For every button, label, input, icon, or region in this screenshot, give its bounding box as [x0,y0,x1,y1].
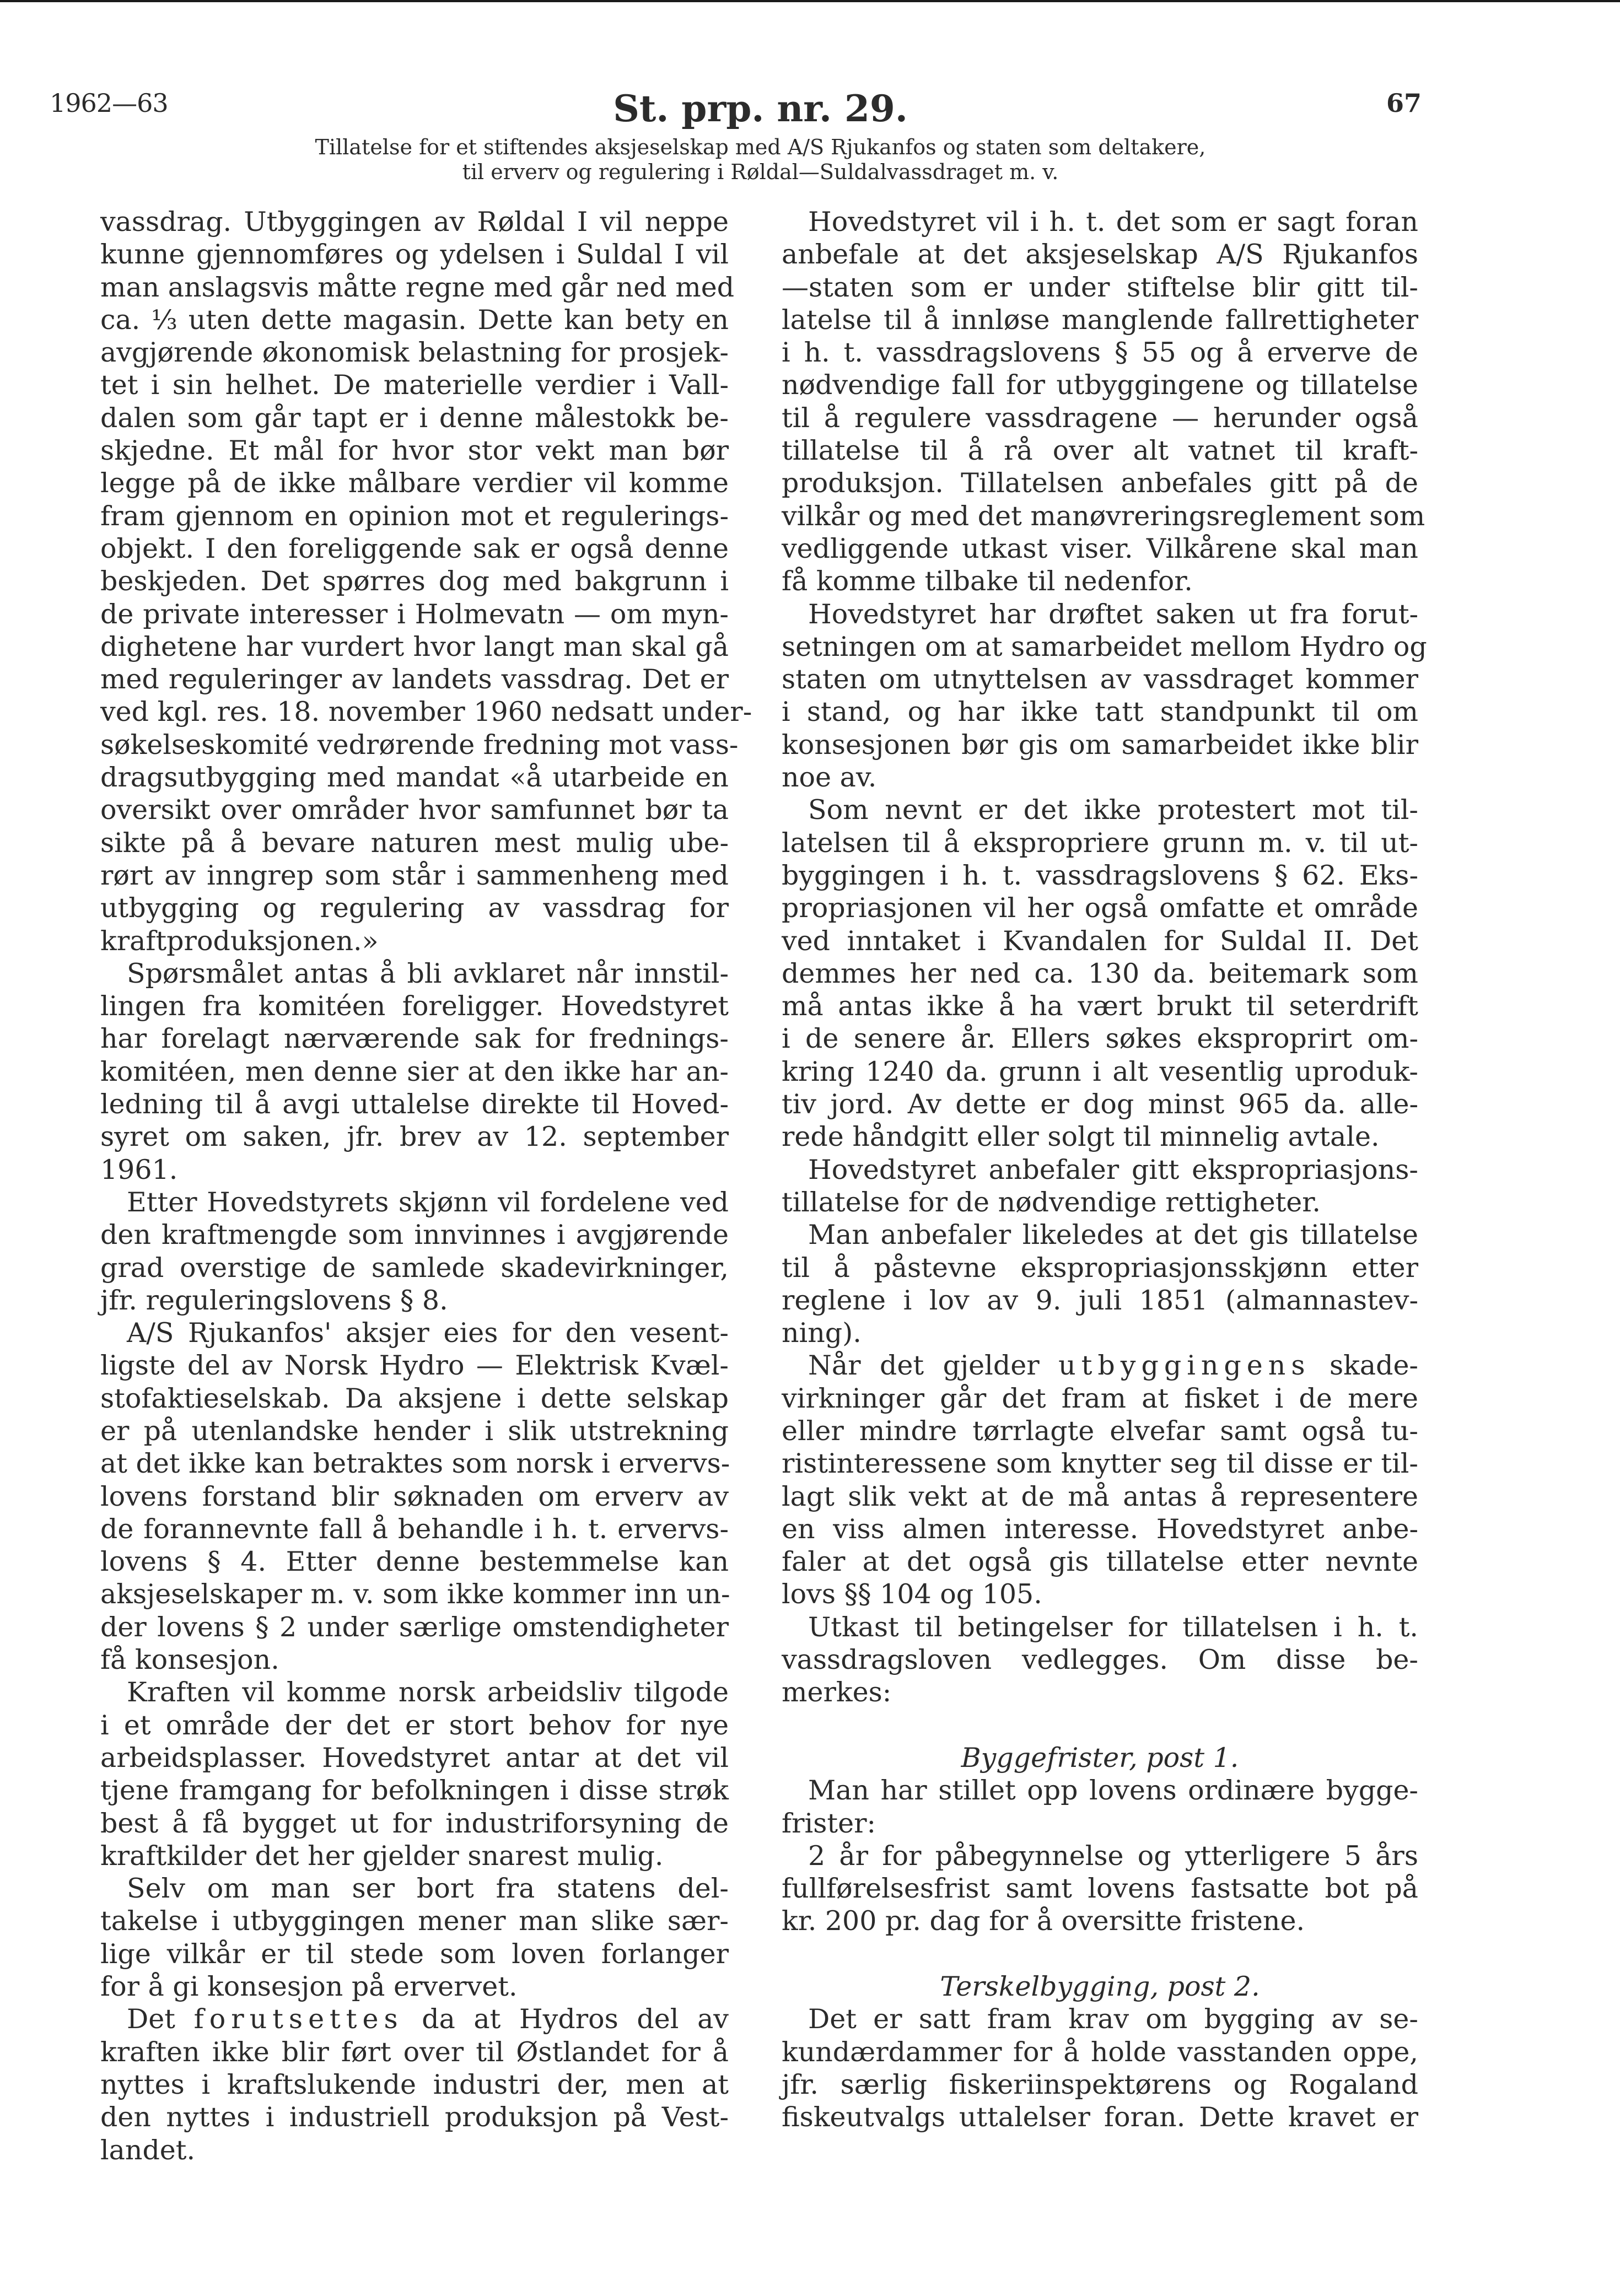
subtitle-line-2: til erverv og regulering i Røldal—Suldalvassdraget m. v. [462,160,1059,184]
text-line: byggingen i h. t. vassdragslovens § 62. Eks- [782,859,1418,891]
session-year: 1962—63 [50,88,168,118]
text-line: reglene i lov av 9. juli 1851 (almannastev- [782,1284,1418,1316]
text-line: avgjørende økonomisk belastning for prosjek- [100,337,729,369]
text-line: ristinteressene som knytter seg til disse er til- [782,1448,1418,1480]
text-line: kundærdammer for å holde vasstanden oppe, [782,2036,1418,2068]
text-line: —staten som er under stiftelse blir gitt til- [782,271,1418,303]
text-fragment: da at Hydros del av [403,2003,729,2035]
text-line: i et område der det er stort behov for nye [100,1709,729,1741]
text-fragment: Det [127,2003,194,2035]
section-heading: Byggefrister, post 1. [961,1742,1239,1774]
text-line: fram gjennom en opinion mot et regulerings- [100,500,729,532]
text-line: aksjeselskaper m. v. som ikke kommer inn un- [100,1578,730,1610]
text-line: eller mindre tørrlagte elvefar samt også tu- [782,1415,1418,1447]
scan-edge [0,0,1620,2]
text-fragment: Når det gjelder [808,1350,1059,1382]
text-line: staten om utnyttelsen av vassdraget kommer [782,664,1418,696]
text-line: takelse i utbyggingen mener man slike sær- [100,1905,729,1937]
text-line: Spørsmålet antas å bli avklaret når innstil- [127,957,729,989]
text-line: utbygging og regulering av vassdrag for [100,892,729,924]
text-line: anbefale at det aksjeselskap A/S Rjukanfos [782,239,1418,271]
text-line: i de senere år. Ellers søkes eksproprirt om- [782,1023,1418,1055]
text-line: tillatelse til å rå over alt vatnet til kraft- [782,435,1418,467]
right-column [782,206,1427,2134]
text-line: ved inntaket i Kvandalen for Suldal II. Det [782,925,1418,957]
text-line: stofaktieselskab. Da aksjene i dette selskap [100,1382,729,1414]
section-heading: Terskelbygging, post 2. [940,1971,1260,2003]
text-line: 1961. [100,1154,178,1185]
text-line: få komme tilbake til nedenfor. [782,565,1193,597]
text-line: A/S Rjukanfos' aksjer eies for den vesent- [127,1317,729,1349]
text-line: kring 1240 da. grunn i alt vesentlig uproduk- [782,1055,1418,1087]
text-line: lovs §§ 104 og 105. [782,1578,1042,1610]
text-line: tiv jord. Av dette er dog minst 965 da. alle- [782,1088,1418,1120]
text-line: den kraftmengde som innvinnes i avgjørende [100,1219,729,1251]
text-line: rede håndgitt eller solgt til minnelig avtale. [782,1121,1380,1153]
text-line: fullførelsesfrist samt lovens fastsatte bot på [782,1873,1418,1905]
text-line: grad overstige de samlede skadevirkninger, [100,1252,729,1284]
text-line: den nyttes i industriell produksjon på Vest- [100,2101,729,2133]
text-line: må antas ikke å ha vært brukt til seterdrift [782,990,1418,1022]
text-line: de private interesser i Holmevatn — om myn- [100,598,729,630]
text-line: Utkast til betingelser for tillatelsen i h. t. [808,1611,1418,1643]
text-line: ning). [782,1317,862,1349]
text-line: landet. [100,2134,196,2166]
text-line: lige vilkår er til stede som loven forlanger [100,1938,729,1970]
text-line: jfr. særlig fiskeriinspektørens og Rogaland [782,2068,1418,2100]
text-line: vedliggende utkast viser. Vilkårene skal man [782,532,1418,564]
text-line: frister: [782,1807,876,1839]
document-title: St. prp. nr. 29. [613,87,908,130]
text-line: til å regulere vassdragene — herunder også [782,402,1418,434]
text-line: dalen som går tapt er i denne målestokk be- [100,402,729,434]
text-line: få konsesjon. [100,1644,279,1676]
text-line: oversikt over områder hvor samfunnet bør ta [100,794,729,826]
text-line: kunne gjennomføres og ydelsen i Suldal I vil [100,239,729,271]
text-line: Selv om man ser bort fra statens del- [127,1873,729,1905]
section-spacer [782,1938,1418,1970]
text-line: ledning til å avgi uttalelse direkte til Hoved- [100,1088,729,1120]
text-line: objekt. I den foreliggende sak er også denne [100,532,729,564]
text-line: faler at det også gis tillatelse etter nevnte [782,1546,1418,1578]
text-line: i stand, og har ikke tatt standpunkt til om [782,696,1418,728]
left-column [100,206,752,2166]
text-line: er på utenlandske hender i slik utstrekning [100,1415,729,1447]
text-line: demmes her ned ca. 130 da. beitemark som [782,957,1418,989]
text-line: de forannevnte fall å behandle i h. t. ervervs- [100,1513,729,1545]
text-line: propriasjonen vil her også omfatte et område [782,892,1418,924]
section-spacer [782,1709,1418,1742]
text-line: til å påstevne ekspropriasjonsskjønn etter [782,1252,1418,1284]
text-line: lingen fra komitéen foreligger. Hovedstyret [100,990,729,1022]
text-line: der lovens § 2 under særlige omstendigheter [100,1611,729,1643]
text-line: legge på de ikke målbare verdier vil komme [100,467,729,499]
text-line: jfr. reguleringslovens § 8. [100,1284,448,1316]
text-line: latelsen til å ekspropriere grunn m. v. til ut- [782,827,1418,859]
emphasized-word: forutsettes [193,2003,403,2035]
text-line [782,1349,1418,1382]
text-line: produksjon. Tillatelsen anbefales gitt på de [782,467,1418,499]
text-line: lovens forstand blir søknaden om erverv av [100,1480,729,1512]
text-line: Hovedstyret anbefaler gitt ekspropriasjons- [808,1154,1418,1185]
page-number: 67 [1386,88,1422,118]
emphasized-word: utbyggingens [1058,1350,1311,1382]
text-line: har forelagt nærværende sak for frednings- [100,1023,729,1055]
text-line: fiskeutvalgs uttalelser foran. Dette kravet er [782,2101,1418,2133]
text-line: komitéen, men denne sier at den ikke har an- [100,1055,729,1087]
text-line: ca. ⅓ uten dette magasin. Dette kan bety en [100,304,729,336]
text-line: merkes: [782,1677,892,1708]
text-line: lovens § 4. Etter denne bestemmelse kan [100,1546,729,1578]
text-line: vassdragsloven vedlegges. Om disse be- [782,1644,1418,1676]
text-line: for å gi konsesjon på ervervet. [100,1971,518,2003]
text-line: tet i sin helhet. De materielle verdier i Vall- [100,369,729,401]
text-line: vassdrag. Utbyggingen av Røldal I vil neppe [100,206,729,238]
text-line: i h. t. vassdragslovens § 55 og å erverve de [782,337,1418,369]
text-line: beskjeden. Det spørres dog med bakgrunn i [100,565,729,597]
text-line: Hovedstyret vil i h. t. det som er sagt foran [808,206,1418,238]
text-line: Kraften vil komme norsk arbeidsliv tilgode [127,1677,729,1708]
text-fragment: skade- [1310,1350,1418,1382]
subtitle-line-1: Tillatelse for et stiftendes aksjeselskap med A/S Rjukanfos og staten som deltakere, [315,135,1206,159]
text-line [100,2003,729,2035]
text-line: sikte på å bevare naturen mest mulig ube- [100,827,729,859]
text-line: setningen om at samarbeidet mellom Hydro og [782,630,1427,662]
text-line: Etter Hovedstyrets skjønn vil fordelene ved [127,1186,729,1218]
text-line: latelse til å innløse manglende fallrettigheter [782,304,1418,336]
text-line: kraftkilder det her gjelder snarest mulig. [100,1840,664,1872]
text-line: Det er satt fram krav om bygging av se- [808,2003,1418,2035]
text-line: kraften ikke blir ført over til Østlandet for å [100,2036,729,2068]
text-line: skjedne. Et mål for hvor stor vekt man bør [100,435,729,467]
text-line: kraftproduksjonen.» [100,925,379,957]
text-line: kr. 200 pr. dag for å oversitte fristene. [782,1905,1305,1937]
text-line: man anslagsvis måtte regne med går ned med [100,271,735,303]
text-line: Man har stillet opp lovens ordinære bygge- [808,1775,1418,1807]
text-line: Man anbefaler likeledes at det gis tillatelse [808,1219,1418,1251]
text-line: rørt av inngrep som står i sammenheng med [100,859,729,891]
text-line: Hovedstyret har drøftet saken ut fra forut- [808,598,1418,630]
text-line: tjene framgang for befolkningen i disse strøk [100,1775,729,1807]
text-line: arbeidsplasser. Hovedstyret antar at det vil [100,1742,729,1774]
text-line: dragsutbygging med mandat «å utarbeide en [100,762,729,794]
text-line: ved kgl. res. 18. november 1960 nedsatt under- [100,696,752,728]
text-line: ligste del av Norsk Hydro — Elektrisk Kvæl- [100,1350,729,1382]
text-line: 2 år for påbegynnelse og ytterligere 5 års [808,1840,1418,1872]
text-line: syret om saken, jfr. brev av 12. september [100,1121,729,1153]
text-line: med reguleringer av landets vassdrag. Det er [100,664,729,696]
text-line: best å få bygget ut for industriforsyning de [100,1807,729,1839]
text-line: dighetene har vurdert hvor langt man skal gå [100,630,729,662]
text-line: nyttes i kraftslukende industri der, men at [100,2068,729,2100]
text-line: en viss almen interesse. Hovedstyret anbe- [782,1513,1418,1545]
text-line: at det ikke kan betraktes som norsk i ervervs- [100,1448,730,1480]
text-line: lagt slik vekt at de må antas å representere [782,1480,1418,1512]
text-line: Som nevnt er det ikke protestert mot til- [808,794,1418,826]
text-line: tillatelse for de nødvendige rettigheter. [782,1186,1321,1218]
text-line: nødvendige fall for utbyggingene og tillatelse [782,369,1418,401]
text-line: noe av. [782,762,877,794]
text-line: virkninger går det fram at fisket i de mere [782,1382,1418,1414]
text-line: søkelseskomité vedrørende fredning mot vass- [100,729,739,761]
text-line: vilkår og med det manøvreringsreglement som [782,500,1425,532]
text-line: konsesjonen bør gis om samarbeidet ikke blir [782,729,1418,761]
